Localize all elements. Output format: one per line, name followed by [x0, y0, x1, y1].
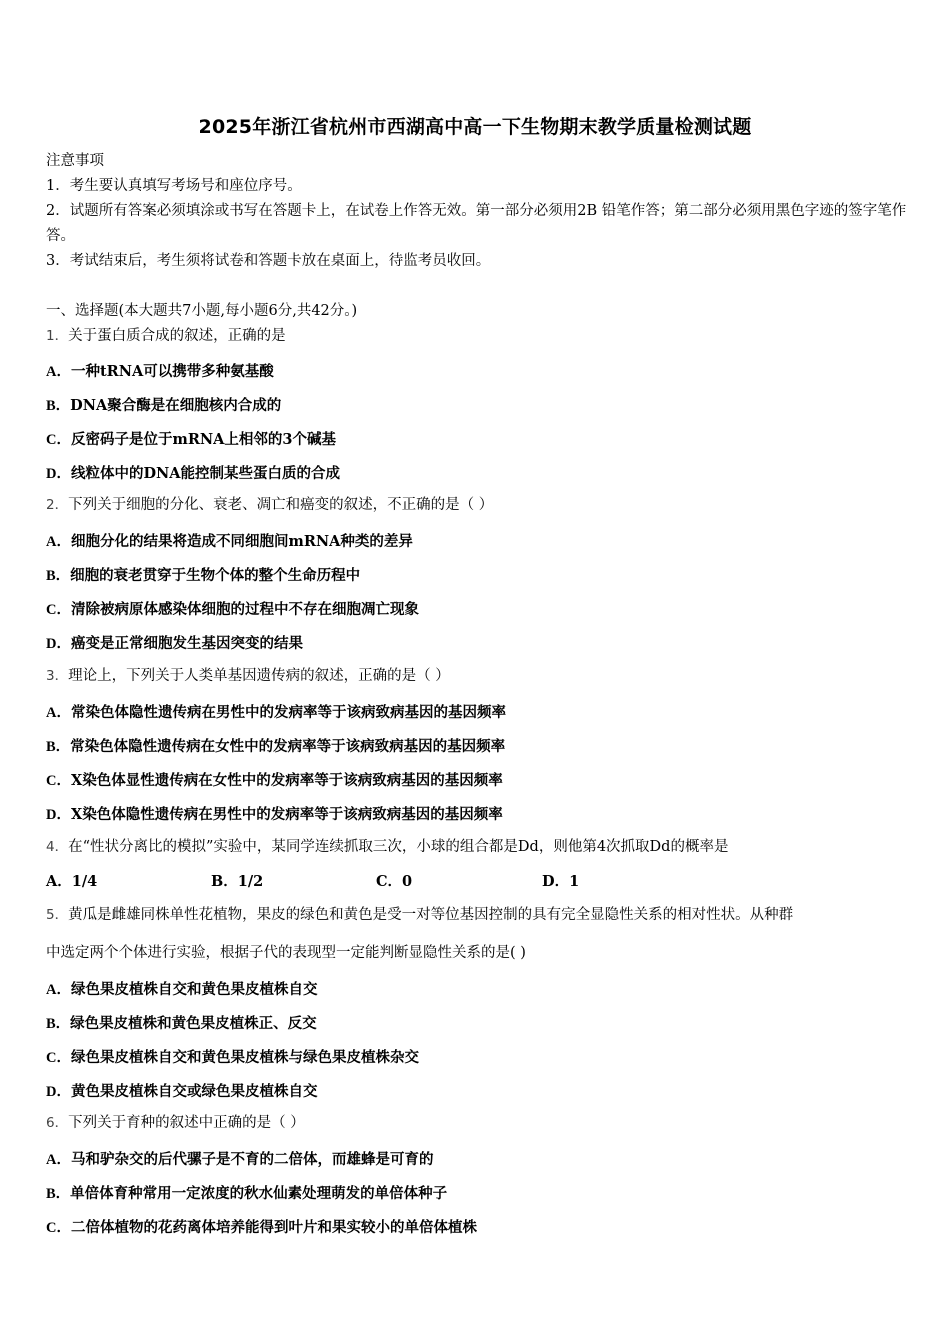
section-heading: 一、选择题(本大题共7小题,每小题6分,共42分。): [46, 303, 358, 319]
question-text: 下列关于育种的叙述中正确的是（ ）: [68, 1115, 305, 1131]
q1-option-c: C．反密码子是位于mRNA上相邻的3个碱基: [46, 431, 336, 448]
q3-option-b: B．常染色体隐性遗传病在女性中的发病率等于该病致病基因的基因频率: [46, 738, 506, 755]
q5-option-c: C．绿色果皮植株自交和黄色果皮植株与绿色果皮植株杂交: [46, 1049, 419, 1066]
question-1-stem: [46, 319, 908, 353]
q1-option-a: A．一种tRNA可以携带多种氨基酸: [46, 363, 274, 380]
q3-option-d: D．X染色体隐性遗传病在男性中的发病率等于该病致病基因的基因频率: [46, 806, 503, 823]
notice-item-1: 1．考生要认真填写考场号和座位序号。: [46, 178, 302, 194]
question-3-stem: [46, 659, 908, 693]
question-text: 在“性状分离比的模拟”实验中，某同学连续抓取三次，小球的组合都是Dd，则他第4次抓取Dd的概率是: [68, 839, 729, 855]
question-number: 1．: [46, 328, 69, 344]
notice-heading: 注意事项: [46, 153, 104, 169]
question-number: 4．: [46, 839, 69, 855]
q4-option-a: A．1/4: [46, 873, 98, 890]
question-5-stem-line2: 中选定两个个体进行实验，根据子代的表现型一定能判断显隐性关系的是( ): [46, 945, 526, 961]
question-4-stem: [46, 830, 908, 864]
question-number: 3．: [46, 668, 69, 684]
q6-option-c: C．二倍体植物的花药离体培养能得到叶片和果实较小的单倍体植株: [46, 1219, 477, 1236]
q4-option-c: C．0: [376, 873, 413, 890]
q5-option-b: B．绿色果皮植株和黄色果皮植株正、反交: [46, 1015, 317, 1032]
question-text: 黄瓜是雌雄同株单性花植物，果皮的绿色和黄色是受一对等位基因控制的具有完全显隐性关系的相对性状。从种群: [68, 907, 794, 923]
question-text: 关于蛋白质合成的叙述，正确的是: [68, 328, 286, 344]
question-number: 5．: [46, 907, 69, 923]
question-5-stem-line1: [46, 898, 908, 932]
q3-option-a: A．常染色体隐性遗传病在男性中的发病率等于该病致病基因的基因频率: [46, 704, 506, 721]
q4-option-d: D．1: [542, 873, 580, 890]
q1-option-b: B．DNA聚合酶是在细胞核内合成的: [46, 397, 282, 414]
q5-option-d: D．黄色果皮植株自交或绿色果皮植株自交: [46, 1083, 318, 1100]
question-text: 理论上，下列关于人类单基因遗传病的叙述，正确的是（ ）: [68, 668, 450, 684]
question-2-stem: [46, 488, 908, 522]
q6-option-a: A．马和驴杂交的后代骡子是不育的二倍体，而雄蜂是可育的: [46, 1151, 434, 1168]
q2-option-d: D．癌变是正常细胞发生基因突变的结果: [46, 635, 303, 652]
q5-option-a: A．绿色果皮植株自交和黄色果皮植株自交: [46, 981, 318, 998]
notice-item-2: 2．试题所有答案必须填涂或书写在答题卡上，在试卷上作答无效。第一部分必须用2B 铅笔作答；第二部分必须用黑色字迹的签字笔作答。: [46, 203, 907, 244]
q1-option-d: D．线粒体中的DNA能控制某些蛋白质的合成: [46, 465, 341, 482]
q2-option-c: C．清除被病原体感染体细胞的过程中不存在细胞凋亡现象: [46, 601, 419, 618]
question-number: 2．: [46, 497, 69, 513]
question-text: 下列关于细胞的分化、衰老、凋亡和癌变的叙述，不正确的是（ ）: [68, 497, 494, 513]
question-6-stem: [46, 1106, 908, 1140]
question-number: 6．: [46, 1115, 69, 1131]
q2-option-a: A．细胞分化的结果将造成不同细胞间mRNA种类的差异: [46, 533, 413, 550]
q3-option-c: C．X染色体显性遗传病在女性中的发病率等于该病致病基因的基因频率: [46, 772, 503, 789]
notice-item-3: 3．考试结束后，考生须将试卷和答题卡放在桌面上，待监考员收回。: [46, 253, 491, 269]
q6-option-b: B．单倍体育种常用一定浓度的秋水仙素处理萌发的单倍体种子: [46, 1185, 448, 1202]
q4-option-b: B．1/2: [211, 873, 264, 890]
page-title: 2025年浙江省杭州市西湖高中高一下生物期末教学质量检测试题: [198, 116, 752, 138]
q2-option-b: B．细胞的衰老贯穿于生物个体的整个生命历程中: [46, 567, 361, 584]
